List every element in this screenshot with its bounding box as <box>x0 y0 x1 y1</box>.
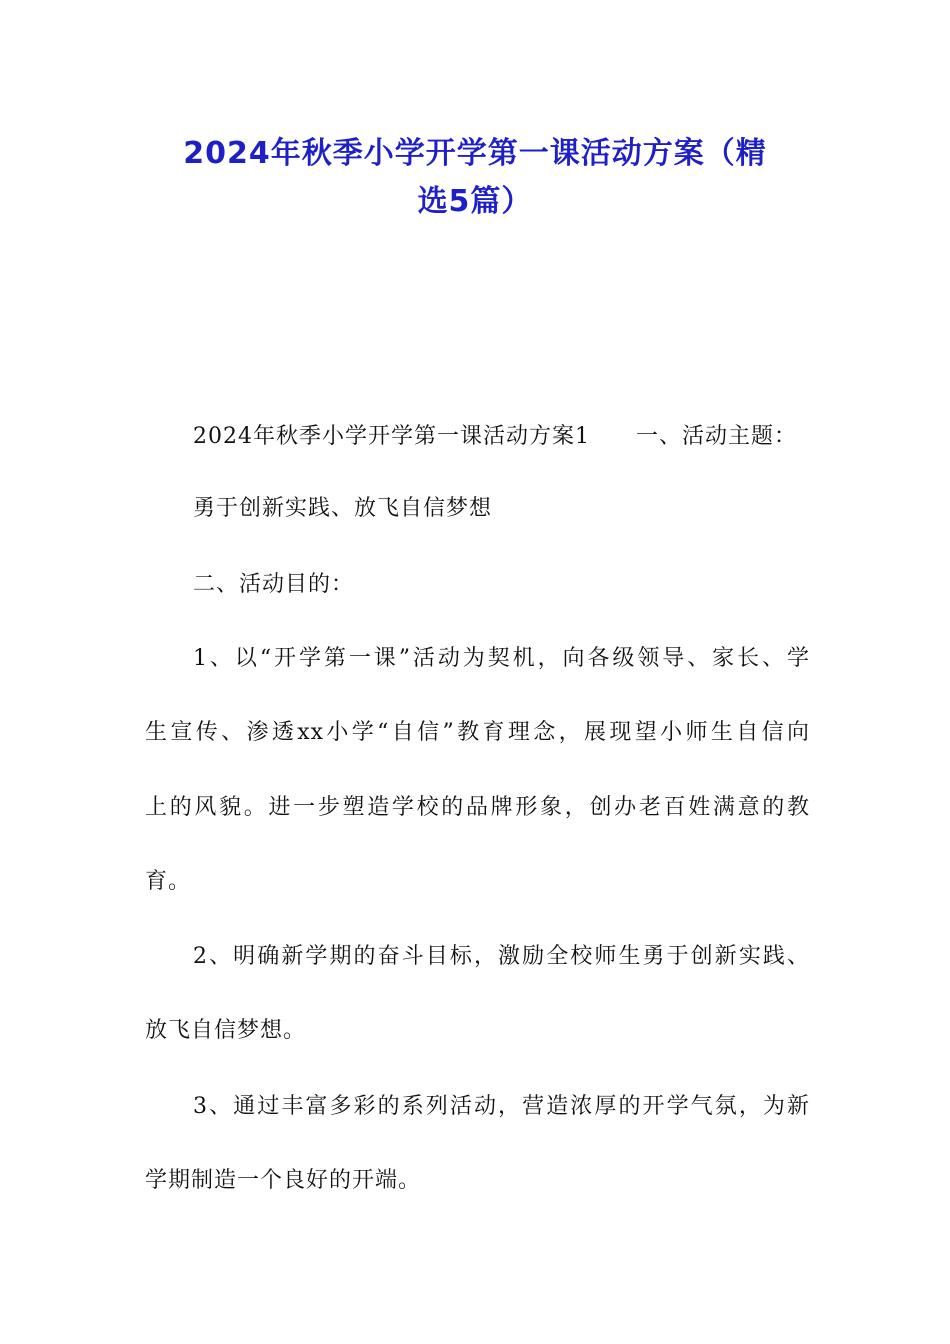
item1-line-1: 1、以“开学第一课”活动为契机，向各级领导、家长、学 <box>193 646 810 671</box>
plan-heading-row <box>193 422 810 452</box>
item1-line-2: 生宣传、渗透xx小学“自信”教育理念，展现望小师生自信向 <box>145 720 810 745</box>
item1-line-4: 育。 <box>145 869 192 894</box>
item3-line-2: 学期制造一个良好的开端。 <box>145 1168 422 1193</box>
plan-heading: 2024年秋季小学开学第一课活动方案1 <box>193 424 590 449</box>
document-title-line-2: 选5篇） <box>417 184 533 219</box>
item2-line-1: 2、明确新学期的奋斗目标，激励全校师生勇于创新实践、 <box>193 944 810 969</box>
item3-line-1: 3、通过丰富多彩的系列活动，营造浓厚的开学气氛，为新 <box>193 1094 810 1119</box>
item2-line-2: 放飞自信梦想。 <box>145 1018 307 1043</box>
document-title-line-1: 2024年秋季小学开学第一课活动方案（精 <box>183 136 767 171</box>
item1-line-3: 上的风貌。进一步塑造学校的品牌形象，创办老百姓满意的教 <box>145 795 810 820</box>
goal-heading: 二、活动目的： <box>193 572 355 597</box>
theme-text: 勇于创新实践、放飞自信梦想 <box>193 496 493 521</box>
theme-heading: 一、活动主题： <box>636 424 798 449</box>
